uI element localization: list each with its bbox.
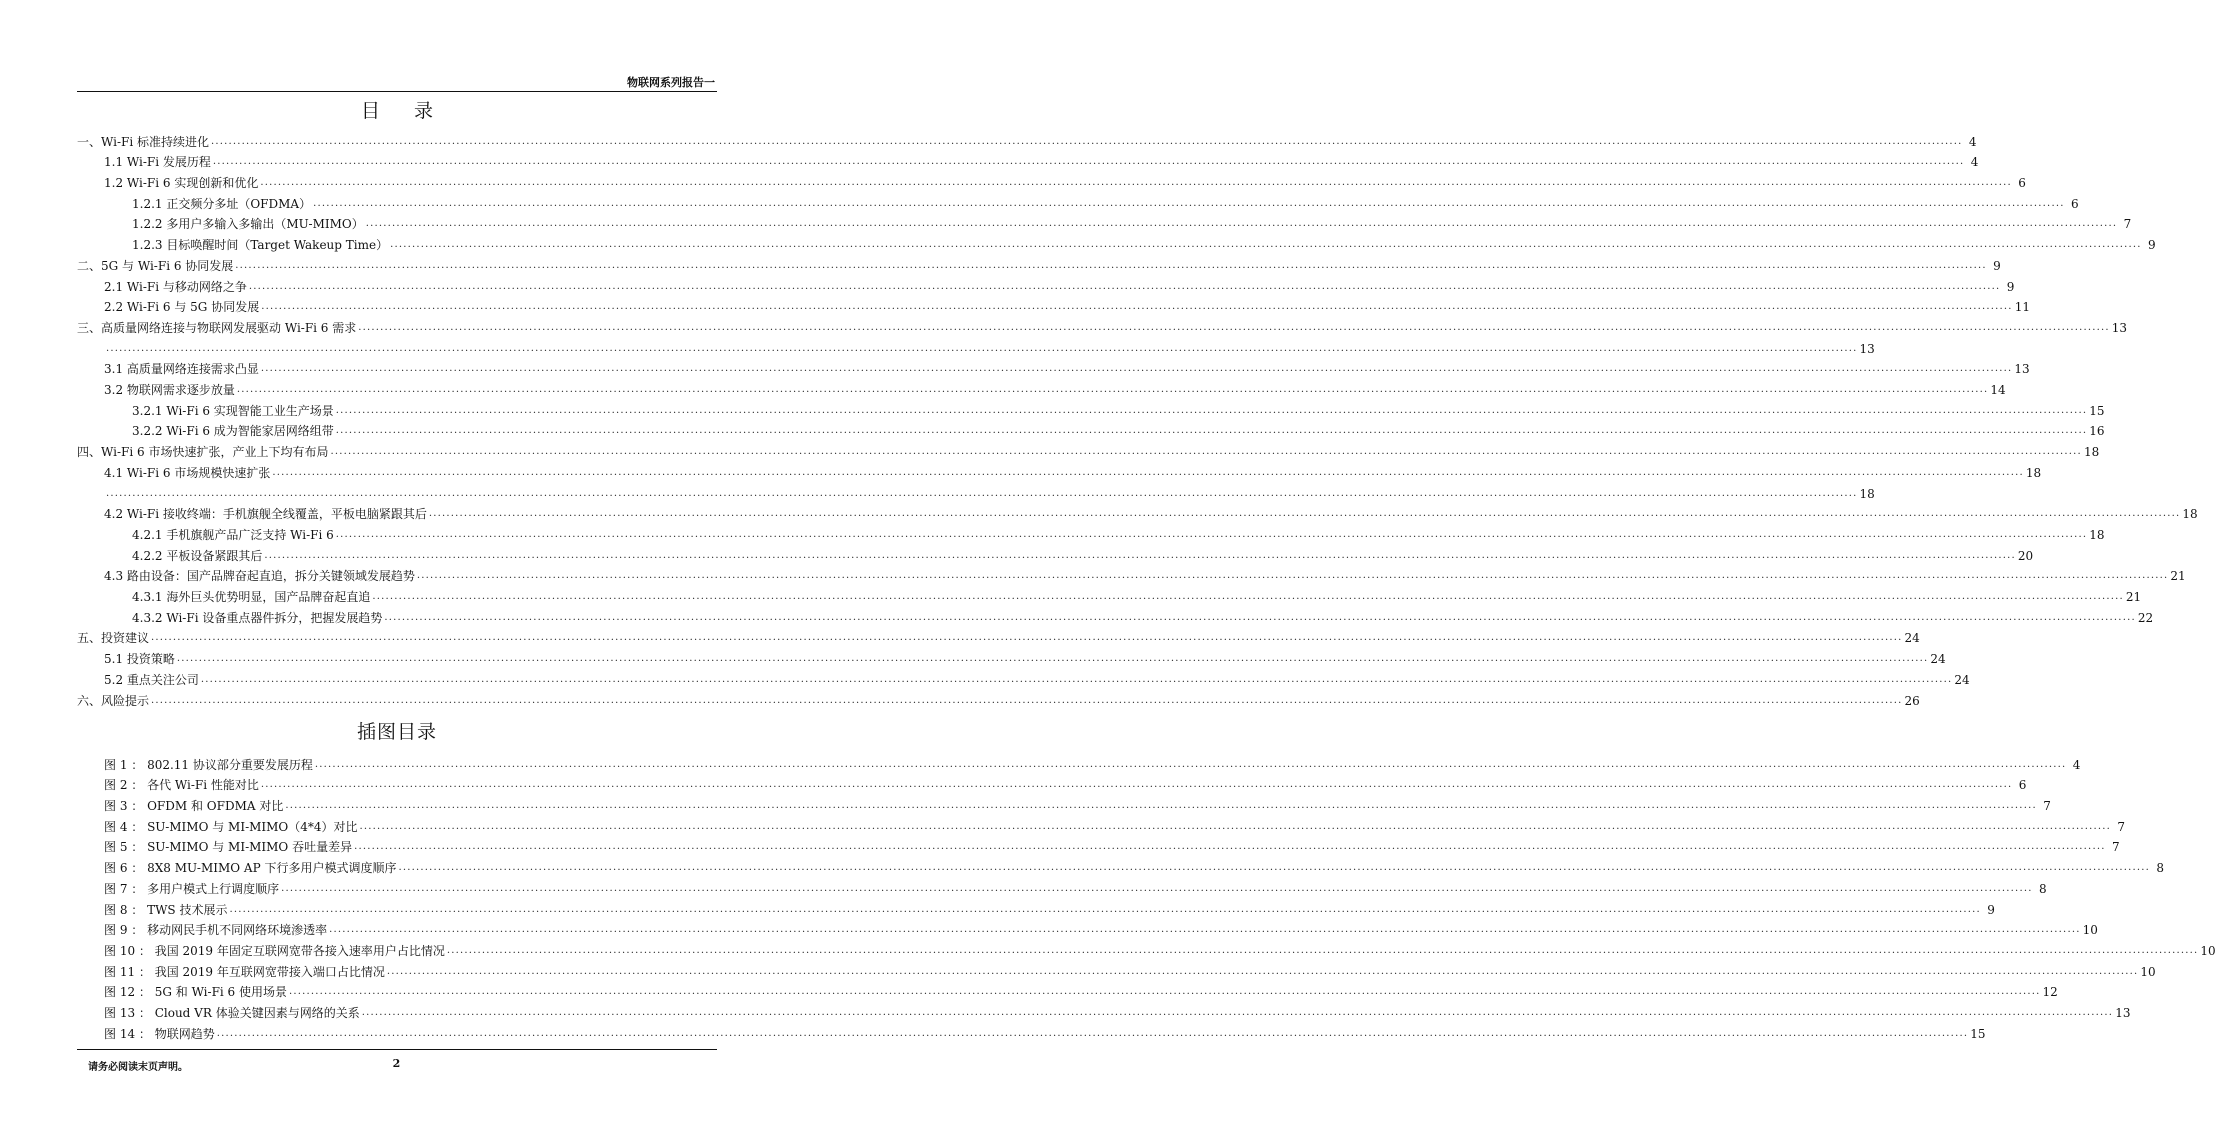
figure-entry[interactable] <box>77 999 2131 1021</box>
entry-page-number: 15 <box>1970 1026 1986 1041</box>
dot-leader: ................................................................................................................................................................................................................................................................................................................................................................................................................ <box>335 404 2088 416</box>
toc-entry[interactable] <box>77 128 1977 149</box>
dot-leader: ................................................................................................................................................................................................................................................................................................................................................................................................................ <box>428 508 2181 520</box>
footer-rule <box>77 1049 717 1050</box>
entry-page-number: 4 <box>2072 757 2081 772</box>
toc-entry[interactable] <box>77 646 1946 667</box>
entry-title: 图 6 ： 8X8 MU-MIMO AP 下行多用户模式调度顺序 <box>104 861 397 876</box>
entry-title: 4.2 Wi-Fi 接收终端：手机旗舰全线覆盖，平板电脑紧跟其后 <box>104 507 427 522</box>
entry-title: 3.2.1 Wi-Fi 6 实现智能工业生产场景 <box>132 403 334 418</box>
figure-entry[interactable] <box>77 896 1995 917</box>
toc-entry[interactable] <box>77 356 2030 377</box>
toc-entry[interactable] <box>77 625 1920 646</box>
figure-entry[interactable] <box>77 979 2058 1000</box>
dot-leader: ................................................................................................................................................................................................................................................................................................................................................................................................................ <box>248 280 2001 292</box>
figure-entry[interactable] <box>77 1020 1986 1041</box>
entry-title: 4.3.1 海外巨头优势明显，国产品牌奋起直追 <box>132 590 371 605</box>
entry-page-number: 6 <box>2018 778 2027 793</box>
entry-title: 2.2 Wi-Fi 6 与 5G 协同发展 <box>104 300 260 315</box>
disclaimer-note: 请务必阅读末页声明。 <box>88 1062 188 1073</box>
entry-page-number: 8 <box>2038 881 2047 896</box>
entry-page-number: 21 <box>2170 569 2186 584</box>
toc-entry[interactable] <box>77 480 1875 501</box>
figure-entry[interactable] <box>77 834 2120 855</box>
entry-title: 四、Wi-Fi 6 市场快速扩张，产业上下均有布局 <box>77 445 329 460</box>
entry-page-number: 13 <box>1859 341 1875 356</box>
figure-entry[interactable] <box>77 937 2216 958</box>
entry-title: 3.2 物联网需求逐步放量 <box>104 383 235 398</box>
entry-title: 1.2 Wi-Fi 6 实现创新和优化 <box>104 176 259 191</box>
entry-page-number: 16 <box>2089 424 2105 439</box>
dot-leader: ................................................................................................................................................................................................................................................................................................................................................................................................................ <box>272 466 2024 478</box>
dot-leader: ................................................................................................................................................................................................................................................................................................................................................................................................................ <box>281 882 2033 894</box>
toc-entry[interactable] <box>77 149 1979 170</box>
dot-leader: ................................................................................................................................................................................................................................................................................................................................................................................................................ <box>386 965 2139 977</box>
entry-title: 图 9 ： 移动网民手机不同网络环境渗透率 <box>104 923 328 938</box>
entry-page-number: 12 <box>2042 985 2058 1000</box>
entry-page-number: 7 <box>2111 840 2120 855</box>
entry-title: 图 14 ： 物联网趋势 <box>104 1026 215 1041</box>
toc-entry[interactable] <box>77 376 2006 398</box>
entry-page-number: 7 <box>2123 217 2132 232</box>
entry-page-number: 9 <box>2147 238 2156 253</box>
entry-title: 三、高质量网络连接与物联网发展驱动 Wi-Fi 6 需求 <box>77 320 357 335</box>
entry-page-number: 15 <box>2089 403 2105 418</box>
dot-leader: ................................................................................................................................................................................................................................................................................................................................................................................................................ <box>106 342 1858 354</box>
dot-leader: ................................................................................................................................................................................................................................................................................................................................................................................................................ <box>151 632 1903 644</box>
dot-leader: ................................................................................................................................................................................................................................................................................................................................................................................................................ <box>176 653 1929 665</box>
entry-title: 图 10 ： 我国 2019 年固定互联网宽带各接入速率用户占比情况 <box>104 943 445 958</box>
entry-page-number: 6 <box>2018 176 2026 191</box>
entry-title: 图 8 ： TWS 技术展示 <box>104 902 228 917</box>
figure-entry[interactable] <box>77 813 2126 834</box>
entry-title: 5.1 投资策略 <box>104 652 175 667</box>
toc-entry[interactable] <box>77 687 1920 708</box>
dot-leader: ................................................................................................................................................................................................................................................................................................................................................................................................................ <box>211 135 1963 147</box>
entry-page-number: 18 <box>2025 465 2042 480</box>
entry-title: 4.3.2 Wi-Fi 设备重点器件拆分，把握发展趋势 <box>132 610 383 625</box>
entry-title: 4.2.2 平板设备紧跟其后 <box>132 548 263 563</box>
dot-leader: ................................................................................................................................................................................................................................................................................................................................................................................................................ <box>260 177 2012 189</box>
entry-page-number: 26 <box>1904 693 1920 708</box>
toc-entry[interactable] <box>77 273 2015 294</box>
dot-leader: ................................................................................................................................................................................................................................................................................................................................................................................................................ <box>416 570 2169 582</box>
entry-title: 图 1 ： 802.11 协议部分重要发展历程 <box>104 757 313 772</box>
entry-page-number: 24 <box>1930 652 1946 667</box>
figure-entry[interactable] <box>77 917 2098 938</box>
entry-page-number: 6 <box>2070 196 2079 211</box>
dot-leader: ................................................................................................................................................................................................................................................................................................................................................................................................................ <box>151 694 1903 706</box>
dot-leader: ................................................................................................................................................................................................................................................................................................................................................................................................................ <box>289 986 2041 998</box>
entry-title: 图 13 ： Cloud VR 体验关键因素与网络的关系 <box>104 1006 360 1021</box>
dot-leader: ................................................................................................................................................................................................................................................................................................................................................................................................................ <box>335 425 2088 437</box>
entry-title: 图 7 ： 多用户模式上行调度顺序 <box>104 881 280 896</box>
figure-entry[interactable] <box>77 751 2081 772</box>
entry-title: 图 11 ： 我国 2019 年互联网宽带接入端口占比情况 <box>104 964 385 979</box>
page-number: 2 <box>392 1057 401 1070</box>
figure-list-heading: 插图目录 <box>356 721 437 743</box>
entry-title: 图 5 ： SU-MIMO 与 MI-MIMO 吞吐量差异 <box>104 840 353 855</box>
entry-title: 3.2.2 Wi-Fi 6 成为智能家居网络组带 <box>132 424 334 439</box>
dot-leader: ................................................................................................................................................................................................................................................................................................................................................................................................................ <box>260 779 2013 791</box>
entry-title: 五、投资建议 <box>77 631 150 646</box>
dot-leader: ................................................................................................................................................................................................................................................................................................................................................................................................................ <box>398 862 2150 874</box>
dot-leader: ................................................................................................................................................................................................................................................................................................................................................................................................................ <box>229 903 1981 915</box>
toc-heading: 目 录 <box>360 100 448 122</box>
toc-entry[interactable] <box>77 314 2128 335</box>
entry-page-number: 22 <box>2137 610 2154 625</box>
dot-leader: ................................................................................................................................................................................................................................................................................................................................................................................................................ <box>354 841 2106 853</box>
dot-leader: ................................................................................................................................................................................................................................................................................................................................................................................................................ <box>236 384 1989 396</box>
dot-leader: ................................................................................................................................................................................................................................................................................................................................................................................................................ <box>329 924 2081 936</box>
entry-page-number: 7 <box>2117 819 2126 834</box>
toc-entry[interactable] <box>77 604 2154 625</box>
toc-entry[interactable] <box>77 521 2105 542</box>
entry-title: 4.2.1 手机旗舰产品广泛支持 Wi-Fi 6 <box>132 527 334 542</box>
dot-leader: ................................................................................................................................................................................................................................................................................................................................................................................................................ <box>200 673 1953 685</box>
dot-leader: ................................................................................................................................................................................................................................................................................................................................................................................................................ <box>359 820 2112 832</box>
entry-title: 5.2 重点关注公司 <box>104 672 199 687</box>
entry-page-number: 24 <box>1954 672 1970 687</box>
entry-title: 图 3 ： OFDM 和 OFDMA 对比 <box>104 799 284 814</box>
dot-leader: ................................................................................................................................................................................................................................................................................................................................................................................................................ <box>446 944 2199 956</box>
dot-leader: ................................................................................................................................................................................................................................................................................................................................................................................................................ <box>335 528 2088 540</box>
figure-entry[interactable] <box>77 772 2027 793</box>
toc-entry[interactable] <box>77 232 2156 253</box>
dot-leader: ................................................................................................................................................................................................................................................................................................................................................................................................................ <box>358 321 2110 333</box>
dot-leader: ................................................................................................................................................................................................................................................................................................................................................................................................................ <box>235 259 1987 271</box>
toc-entry[interactable] <box>77 542 2034 563</box>
toc-entry[interactable] <box>77 459 2042 480</box>
entry-page-number: 20 <box>2017 548 2034 563</box>
dot-leader: ................................................................................................................................................................................................................................................................................................................................................................................................................ <box>314 758 2067 770</box>
toc-entry[interactable] <box>77 397 2105 418</box>
entry-page-number: 4 <box>1968 134 1977 149</box>
toc-entry[interactable] <box>77 335 1875 356</box>
dot-leader: ................................................................................................................................................................................................................................................................................................................................................................................................................ <box>261 301 2013 313</box>
toc-entry[interactable] <box>77 583 2142 605</box>
toc-entry[interactable] <box>77 666 1970 687</box>
dot-leader: ................................................................................................................................................................................................................................................................................................................................................................................................................ <box>390 239 2142 251</box>
dot-leader: ................................................................................................................................................................................................................................................................................................................................................................................................................ <box>384 611 2136 623</box>
toc-entry[interactable] <box>77 169 2026 191</box>
entry-title: 2.1 Wi-Fi 与移动网络之争 <box>104 279 247 294</box>
entry-title: 1.1 Wi-Fi 发展历程 <box>104 155 211 170</box>
entry-page-number: 14 <box>1990 383 2006 398</box>
entry-title: 1.2.2 多用户多输入多输出（MU-MIMO） <box>132 217 364 232</box>
entry-title: 六、风险提示 <box>77 693 150 708</box>
entry-page-number: 9 <box>1993 258 2001 273</box>
entry-page-number: 9 <box>2006 279 2015 294</box>
dot-leader: ................................................................................................................................................................................................................................................................................................................................................................................................................ <box>330 446 2082 458</box>
entry-page-number: 10 <box>2140 964 2156 979</box>
entry-page-number: 21 <box>2125 590 2142 605</box>
figure-entry[interactable] <box>77 855 2164 876</box>
dot-leader: ................................................................................................................................................................................................................................................................................................................................................................................................................ <box>216 1027 1969 1039</box>
entry-page-number: 24 <box>1904 631 1920 646</box>
header-rule <box>77 91 717 92</box>
entry-page-number: 10 <box>2082 923 2098 938</box>
dot-leader: ................................................................................................................................................................................................................................................................................................................................................................................................................ <box>260 363 2013 375</box>
toc-entry[interactable] <box>77 252 2001 273</box>
dot-leader: ................................................................................................................................................................................................................................................................................................................................................................................................................ <box>313 197 2065 209</box>
dot-leader: ................................................................................................................................................................................................................................................................................................................................................................................................................ <box>264 549 2016 561</box>
dot-leader: ................................................................................................................................................................................................................................................................................................................................................................................................................ <box>285 800 2037 812</box>
entry-page-number: 13 <box>2115 1006 2131 1021</box>
entry-title: 1.2.3 目标唤醒时间（Target Wakeup Time） <box>132 238 389 253</box>
entry-page-number: 8 <box>2156 861 2164 876</box>
entry-page-number: 9 <box>1987 902 1995 917</box>
entry-title: 3.1 高质量网络连接需求凸显 <box>104 362 259 377</box>
report-series-title: 物联网系列报告一 <box>627 76 715 89</box>
entry-page-number: 11 <box>2014 300 2030 315</box>
toc-entry[interactable] <box>77 211 2132 232</box>
entry-title: 二、5G 与 Wi-Fi 6 协同发展 <box>77 258 234 273</box>
entry-page-number: 4 <box>1970 155 1979 170</box>
toc-entry[interactable] <box>77 190 2079 211</box>
figure-entry[interactable] <box>77 958 2156 979</box>
entry-title: 一、Wi-Fi 标准持续进化 <box>77 134 209 149</box>
entry-title: 4.3 路由设备：国产品牌奋起直追，拆分关键领域发展趋势 <box>104 569 415 584</box>
entry-title: 图 12 ： 5G 和 Wi-Fi 6 使用场景 <box>104 985 288 1000</box>
toc-entry[interactable] <box>77 439 2100 460</box>
entry-title: 图 2 ： 各代 Wi-Fi 性能对比 <box>104 778 259 793</box>
entry-title: 4.1 Wi-Fi 6 市场规模快速扩张 <box>104 465 271 480</box>
toc-entry[interactable] <box>77 501 2198 522</box>
entry-title: 1.2.1 正交频分多址（OFDMA） <box>132 196 312 211</box>
dot-leader: ................................................................................................................................................................................................................................................................................................................................................................................................................ <box>365 218 2118 230</box>
entry-title: 图 4 ： SU-MIMO 与 MI-MIMO（4*4）对比 <box>104 819 358 834</box>
toc-entry[interactable] <box>77 418 2105 439</box>
dot-leader: ................................................................................................................................................................................................................................................................................................................................................................................................................ <box>106 487 1858 499</box>
dot-leader: ................................................................................................................................................................................................................................................................................................................................................................................................................ <box>361 1007 2114 1019</box>
dot-leader: ................................................................................................................................................................................................................................................................................................................................................................................................................ <box>372 591 2124 603</box>
entry-page-number: 18 <box>2083 445 2100 460</box>
entry-page-number: 13 <box>2111 320 2128 335</box>
entry-page-number: 10 <box>2200 943 2216 958</box>
toc-entry[interactable] <box>77 294 2030 315</box>
entry-page-number: 13 <box>2014 362 2030 377</box>
entry-page-number: 18 <box>2182 507 2198 522</box>
entry-page-number: 18 <box>2089 527 2105 542</box>
entry-page-number: 7 <box>2043 799 2051 814</box>
figure-entry[interactable] <box>77 792 2051 814</box>
figure-entry[interactable] <box>77 875 2047 896</box>
dot-leader: ................................................................................................................................................................................................................................................................................................................................................................................................................ <box>212 156 1965 168</box>
entry-page-number: 18 <box>1859 486 1875 501</box>
toc-entry[interactable] <box>77 563 2186 584</box>
